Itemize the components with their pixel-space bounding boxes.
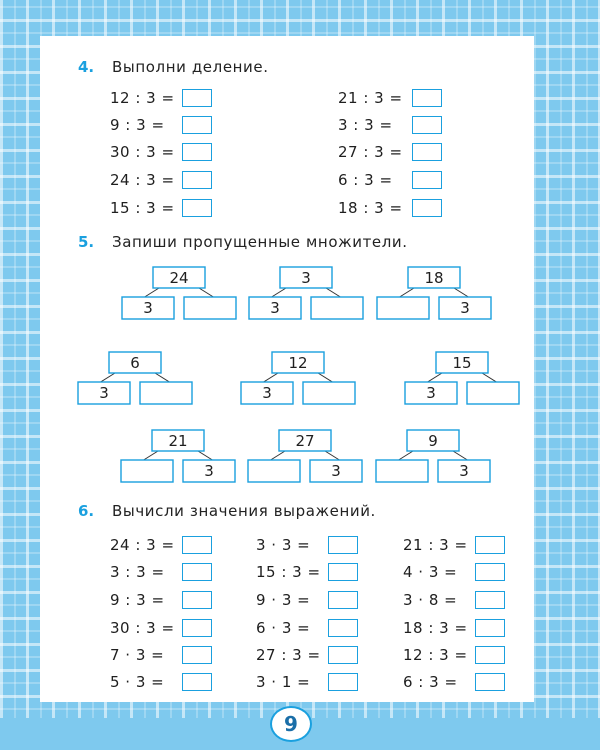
task4-number: 4. [78,58,95,76]
answer-box[interactable] [328,591,358,609]
exercise-row [110,142,212,162]
exercise-row [338,88,442,108]
answer-box[interactable] [182,536,212,554]
expression-text: 12 : 3 = [110,89,175,107]
product-value: 18 [424,269,444,287]
product-value: 15 [452,354,472,372]
exercise-row [110,88,212,108]
product-value: 24 [169,269,189,287]
answer-box[interactable] [182,199,212,217]
factor-tree [376,266,506,322]
answer-box[interactable] [475,563,505,581]
expression-text: 24 : 3 = [110,536,175,554]
factor-tree [240,351,370,407]
expression-text: 9 · 3 = [256,591,311,609]
answer-box[interactable] [412,116,442,134]
expression-text: 5 · 3 = [110,673,165,691]
answer-box[interactable] [475,536,505,554]
answer-box[interactable] [328,673,358,691]
expression-text: 6 : 3 = [338,171,393,189]
factor-left-value: 3 [99,384,109,402]
exercise-row [110,672,212,692]
factor-left-value: 3 [270,299,280,317]
answer-box[interactable] [182,673,212,691]
factor-right-value: 3 [204,462,214,480]
factor-left-value: 3 [262,384,272,402]
factor-tree [77,351,207,407]
expression-text: 15 : 3 = [256,563,321,581]
expression-text: 21 : 3 = [403,536,468,554]
answer-box[interactable] [412,171,442,189]
exercise-row [338,142,442,162]
exercise-row [110,618,212,638]
answer-box[interactable] [182,619,212,637]
exercise-row [338,170,442,190]
exercise-row [403,618,505,638]
factor-right-value [467,382,519,404]
exercise-row [338,198,442,218]
expression-text: 3 : 3 = [110,563,165,581]
expression-text: 3 : 3 = [338,116,393,134]
factor-right-value: 3 [331,462,341,480]
exercise-row [403,562,505,582]
factor-right-value [140,382,192,404]
expression-text: 9 : 3 = [110,116,165,134]
factor-tree [248,266,378,322]
exercise-row [110,562,212,582]
factor-left-value [248,460,300,482]
exercise-row [256,562,358,582]
exercise-row [256,590,358,610]
answer-box[interactable] [182,116,212,134]
exercise-row [110,645,212,665]
exercise-row [256,645,358,665]
answer-box[interactable] [412,143,442,161]
exercise-row [403,590,505,610]
answer-box[interactable] [475,646,505,664]
answer-box[interactable] [328,646,358,664]
exercise-row [110,170,212,190]
task5-title: Запиши пропущенные множители. [112,233,408,251]
factor-tree [121,266,251,322]
exercise-row [338,115,442,135]
exercise-row [403,535,505,555]
expression-text: 12 : 3 = [403,646,468,664]
product-value: 27 [295,432,315,450]
page-number: 9 [270,706,312,742]
exercise-row [403,645,505,665]
expression-text: 3 · 3 = [256,536,311,554]
exercise-row [403,672,505,692]
product-value: 6 [130,354,140,372]
factor-right-value [184,297,236,319]
answer-box[interactable] [182,563,212,581]
factor-left-value [377,297,429,319]
expression-text: 6 : 3 = [403,673,458,691]
answer-box[interactable] [182,591,212,609]
answer-box[interactable] [182,171,212,189]
answer-box[interactable] [412,199,442,217]
factor-right-value: 3 [459,462,469,480]
expression-text: 30 : 3 = [110,619,175,637]
answer-box[interactable] [182,89,212,107]
answer-box[interactable] [182,646,212,664]
expression-text: 9 : 3 = [110,591,165,609]
exercise-row [256,618,358,638]
expression-text: 27 : 3 = [256,646,321,664]
expression-text: 18 : 3 = [403,619,468,637]
factor-tree [120,429,250,485]
answer-box[interactable] [328,619,358,637]
product-value: 3 [301,269,311,287]
product-value: 9 [428,432,438,450]
factor-right-value [303,382,355,404]
expression-text: 3 · 8 = [403,591,458,609]
exercise-row [110,198,212,218]
task6-title: Вычисли значения выражений. [112,502,376,520]
answer-box[interactable] [328,536,358,554]
exercise-row [110,115,212,135]
expression-text: 15 : 3 = [110,199,175,217]
answer-box[interactable] [328,563,358,581]
task6-number: 6. [78,502,95,520]
factor-left-value [376,460,428,482]
factor-tree [247,429,377,485]
exercise-row [256,672,358,692]
exercise-row [110,535,212,555]
factor-tree [404,351,534,407]
answer-box[interactable] [182,143,212,161]
task5-number: 5. [78,233,95,251]
exercise-row [256,535,358,555]
factor-tree [375,429,505,485]
expression-text: 18 : 3 = [338,199,403,217]
task4-title: Выполни деление. [112,58,269,76]
factor-left-value: 3 [426,384,436,402]
answer-box[interactable] [475,591,505,609]
expression-text: 4 · 3 = [403,563,458,581]
expression-text: 7 · 3 = [110,646,165,664]
product-value: 21 [168,432,188,450]
factor-right-value [311,297,363,319]
product-value: 12 [288,354,308,372]
expression-text: 6 · 3 = [256,619,311,637]
exercise-row [110,590,212,610]
expression-text: 3 · 1 = [256,673,311,691]
answer-box[interactable] [475,619,505,637]
expression-text: 30 : 3 = [110,143,175,161]
answer-box[interactable] [475,673,505,691]
expression-text: 27 : 3 = [338,143,403,161]
expression-text: 24 : 3 = [110,171,175,189]
expression-text: 21 : 3 = [338,89,403,107]
factor-left-value [121,460,173,482]
factor-right-value: 3 [460,299,470,317]
answer-box[interactable] [412,89,442,107]
factor-left-value: 3 [143,299,153,317]
